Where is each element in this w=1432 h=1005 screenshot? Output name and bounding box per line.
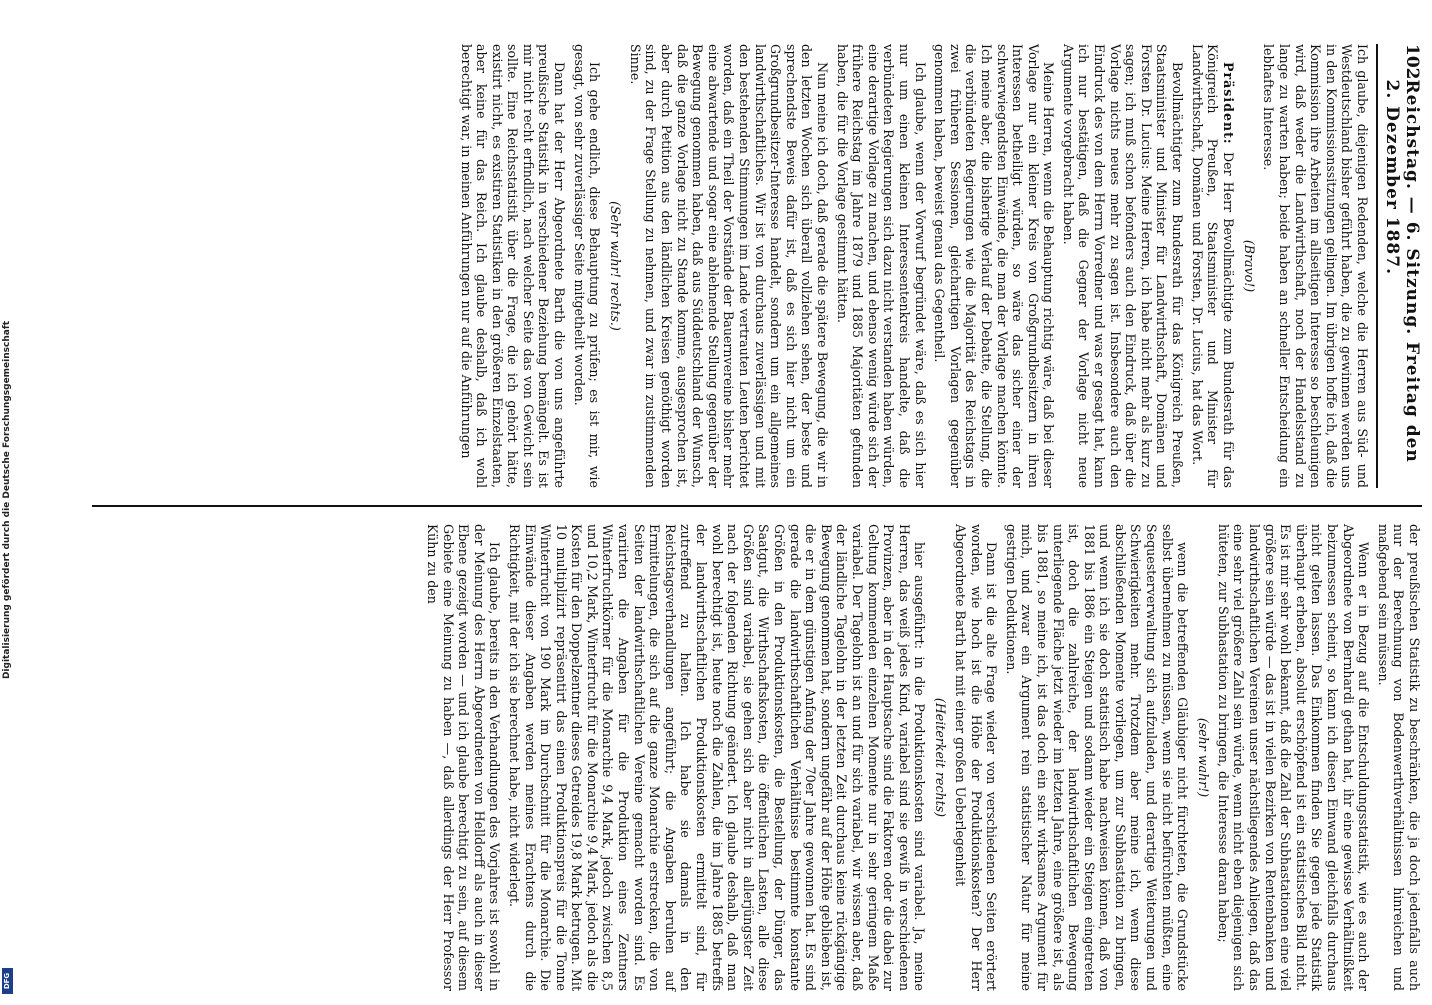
paragraph-text: der preußischen Statistik zu beschränken, die ja doch jedenfalls auch nur der Berechnung von Bodenwerthverhältnissen hinreichen und maßgebend sein müssen. — [1375, 524, 1422, 991]
paragraph — [1189, 44, 1236, 488]
newspaper-sheet — [92, 30, 1422, 1005]
page-number: 102 — [1402, 44, 1422, 80]
paragraph-text: Dann ist die alte Frage wieder von verschiedenen Seiten erörtert worden, wie hoch ist die Höhe der Produktionskosten? Der Herr Abgeordnete Barth hat mit einer großen Ueberlegenheit — [952, 524, 1000, 991]
paragraph-text: Bevollmächtigter zum Bundesrath für das Königreich Preußen, Staatsminister und Minister für Landwirthschaft, Domänen und Forsten Dr. Lucius: Meine Herren, ich habe nicht mehr als kurz zu sagen; ich muß schon befonders auch den Eindruck, daß über die Vorlage nichts neues mehr zu sagen ist. Insbesondere auch den Eindruck des von dem Herrn Vorredner und was er gesagt hat, kann ich nur bestätigen, daß die Gegner der Vorlage nicht neue Argumente vorgebracht haben. — [1060, 44, 1186, 488]
column-bottom — [92, 510, 1422, 1005]
paragraph-text: Dann hat der Herr Abgeordnete Barth die von uns angeführte preußische Statistik in verschiedener Beziehung bemängelt. Es ist mir nicht recht erfindlich, nach welcher Seite das von Gewicht sein sollte. Eine Reichsstatistik über die Frage, die ich gehört hätte, existirt nicht, es existiren Statistiken in den größeren Einzelstaaten, aber keine für das Reich. Ich glaube deshalb, daß ich wohl berechtigt war, in meinen Anführungen nur auf die Anführungen — [458, 44, 568, 488]
reaction-note: (sehr wahr!) — [1196, 717, 1212, 798]
sidebar — [0, 0, 14, 1000]
reaction-note: (Heiterkeit rechts) — [933, 697, 949, 818]
speaker-name: Präsident: — [1220, 62, 1236, 153]
page-header — [1376, 44, 1422, 488]
page-title: Reichstag. — 6. Sitzung. Freitag den 2. Dezember 1887. — [1382, 79, 1422, 463]
paragraph — [627, 44, 830, 488]
reaction-note: (Sehr wahr! rechts.) — [608, 201, 624, 331]
left-column-text — [458, 44, 1370, 488]
paragraph-text: Nun meine ich doch, daß gerade die spätere Bewegung, die wir in den letzten Wochen sich überall vollziehen sehen, der beste und sprechendste Beweis dafür ist, daß es sich hier nicht um ein Großgrundbesitzer-Interesse handelt, sondern um ein allgemeines landwirthschaftliches. Wir ist von durchaus zuverlässigen und mit den bestehenden Stimmungen im Lande vertrauten Leuten berichtet worden, daß ein Theil der Vorstände der Bauernvereine bisher mehr eine abwartende und sogar eine ablehnende Stellung gegenüber der Bewegung genommen haben, daß aus Süddeutschland der Wunsch, daß die ganze Vorlage nicht zu Stande komme, ausgesprochen ist, aber durch Petition aus den ländlichen Kreisen genöthigt worden sind, zu der Frage Stellung zu nehmen, und zwar im zustimmenden Sinne. — [627, 44, 830, 488]
column-top — [92, 30, 1422, 502]
paragraph — [1375, 524, 1422, 991]
dfg-logo-icon: DFG — [2, 968, 13, 994]
paragraph-text: Der Herr Bevollmächtigte zum Bundesrath für das Königreich Preußen, Staatsminister und Minister für Landwirthschaft, Domänen und Forsten, Dr. Lucius, hat das Wort. — [1189, 44, 1236, 488]
paragraph — [834, 44, 928, 488]
paragraph — [424, 524, 502, 991]
paragraph — [932, 44, 1057, 488]
column-divider — [92, 505, 1422, 507]
paragraph — [1261, 44, 1370, 488]
paragraph-text: Ich gehe endlich, diese Behauptung zu prüfen; es ist mir, wie gesagt, von sehr zuverlässiger Seite mitgetheilt worden. — [571, 44, 603, 488]
right-column-text — [424, 524, 1422, 991]
paragraph — [1060, 44, 1185, 488]
paragraph — [506, 524, 927, 991]
paragraph — [1215, 524, 1371, 991]
paragraph-text: Meine Herren, wenn die Behauptung richtig wäre, daß bei dieser Vorlage nur ein kleiner Kreis von Großgrundbesitzern in ihren Interessen betheiligt würden, so wäre das sicher einer der schwerwiegendsten Einwände, die man der Vorlage machen könnte. Ich meine aber, die bisherige Verlauf der Debatte, die Stellung, die die verbündeten Regierungen wie die Majorität des Reichstags in zwei früheren Sessionen, gleichartigen Vorlagen gegenüber genommen haben, beweist genau das Gegentheil. — [932, 44, 1057, 488]
paragraph-text: Wenn er in Bezug auf die Entschuldungsstatistik, wie es auch der Abgeordnete von Bernhardi gethan hat, ihr eine gewisse Verhältnißkeit beizumessen scheint, so kann ich diesen Einwand gleichfalls durchaus nicht gelten lassen. Das Einkommen finden Sie gegen jede Statistik überhaupt erheben, absolut erschöpfend ist ein statistisches Bild nicht. Es ist mir sehr wohl bekannt, daß die Zahl der Subhastationen eine viel größere sein würde — das ist in vielen Bezirken von Rentenbanken und landwirthschaftlichen Vereinen unser nächstliegendes Anliegen, daß das eine sehr viel größere Zahl sein würde, wenn nicht eben diejenigen sich hüteten, zur Subhastation zu bringen, die Interesse daran haben; — [1215, 524, 1372, 991]
paragraph-text: Ich glaube, wenn der Vorwurf begründet wäre, daß es sich hier nur um einen kleinen Interessentenkreis handelte, daß die verbündeten Regierungen sich dazu nicht verstanden haben würden, eine derartige Vorlage zu machen, und ebenso wenig würde sich der frühere Reichstag im Jahre 1879 und 1885 Majoritäten gefunden haben, die für die Vorlage gestimmt hätten. — [834, 44, 928, 488]
paragraph-text: hier ausgeführt: in die Produktionskosten sind variabel. Ja, meine Herren, das weiß jedes Kind, variabel sind sie gewiß in verschiedenen Provinzen, aber in der Hauptsache sind die Faktoren oder die dabei zur Geltung kommenden einzelnen Momente nur in sehr geringem Maße variabel. Der Tagelohn ist an und für sich variabel, wir wissen aber, daß der ländliche Tagelohn in der letzten Zeit durchaus keine rückgängige Bewegung genommen hat, sondern ungefähr auf der Höhe geblieben ist, die er in dem günstigen Anfang der 70er Jahre gewonnen hat. Es sind gerade die landwirthschaftlichen Verhältnisse bestimmte konstante Größen in den Produktionskosten, die Bestellung, der Dünger, das Saatgut, die Wirthschaftskosten, die öffentlichen Lasten, alle diese Größen sind variabel, sie gehen sich aber nicht in allerjüngster Zeit nach der folgenden Richtung geändert. Ich glaube deshalb, daß man wohl berechtigt ist, heute noch die Zahlen, die im Jahre 1885 betreffs der landwirthschaftlichen Produktionskosten ermittelt sind, für zutreffend zu halten. Ich habe sie damals in den Reichstagsverhandlungen angeführt; die Angaben beruhen auf Ermittelungen, die sich auf die ganze Monarchie erstrecken, die von Seiten der landwirthschaftlichen Vereine gemacht worden sind. Es variirten die Angaben für die Produktion eines Zentners Winterfruchtkörner für die Monarchie 9,4 Mark, jedoch zwischen 8,5 und 10,2 Mark, Winterfrucht für die Monarchie 9,4 Mark, jedoch als die Kosten für den Doppelzentner dieses Getreides 19,8 Mark betrugen. Mit 10 multiplizirt repräsentirt das einen Produktionspreis für die Tonne Winterfrucht von 190 Mark im Durchschnitt für die Monarchie. Die Einwände dieser Angaben werden meines Erachtens durch die Richtigkeit, mit der ich sie berechnet habe, nicht widerlegt. — [506, 524, 928, 991]
paragraph — [458, 44, 567, 488]
paragraph — [952, 524, 999, 991]
digitization-credit: Digitalisierung gefördert durch die Deutsche Forschungsgemeinschaft — [2, 320, 12, 680]
reaction-note: (Bravo!) — [1241, 239, 1257, 293]
paragraph-text: Ich glaube, bereits in den Verhandlungen des Vorjahres ist sowohl in der Meinung des Herrn Abgeordneten von Helldorff als auch in dieser Ebene gezeigt worden — und ich glaube berechtigt zu sein, auf diesem Gebiete eine Meinung zu haben —, daß allerdings der Herr Professor Kühn zu den — [424, 524, 503, 991]
paragraph — [571, 44, 602, 488]
paragraph-text: wenn die betreffenden Gläubiger nicht fürchteten, die Grundstücke selbst übernehmen zu müssen, wenn sie nicht befürchten müßten, eine Sequesterverwaltung sich aufzuladen, und derartige Weiterungen und Schwierigkeiten mehr. Trotzdem aber meine ich, wenn diese abschließenden Momente vorliegen, um zur Subhastation zu bringen, und wenn ich sie doch statistisch habe nachweisen können, daß von 1881 bis 1886 ein Steigen und sodann wieder ein Steigen eingetreten ist, doch die zahlreiche, der landwirthschaftlichen Bewegung unterliegende Fläche jetzt wieder im letzten Jahre, eine größere ist, als bis 1881, so meine ich, ist das doch ein sehr wirksames Argument für mich, und zwar ein Argument rein statistischer Natur für meine gestrigen Deduktionen. — [1003, 524, 1191, 991]
paragraph-text: Ich glaube, diejenigen Redenden, welche die Herren aus Süd- und Westdeutschland bisher geführt haben, die zu gewinnen werden uns in den Kommissionssitzungen gelingen. Im übrigen hoffe ich, daß die Kommission ihre Arbeiten im allseitigen Interesse so beschleunigen wird, daß weder die Landwirthschaft, noch der Handelsstand zu lange zu warten haben; beide haben an schneller Entscheidung ein lebhaftes Interesse. — [1261, 44, 1370, 488]
paragraph — [1003, 524, 1190, 991]
